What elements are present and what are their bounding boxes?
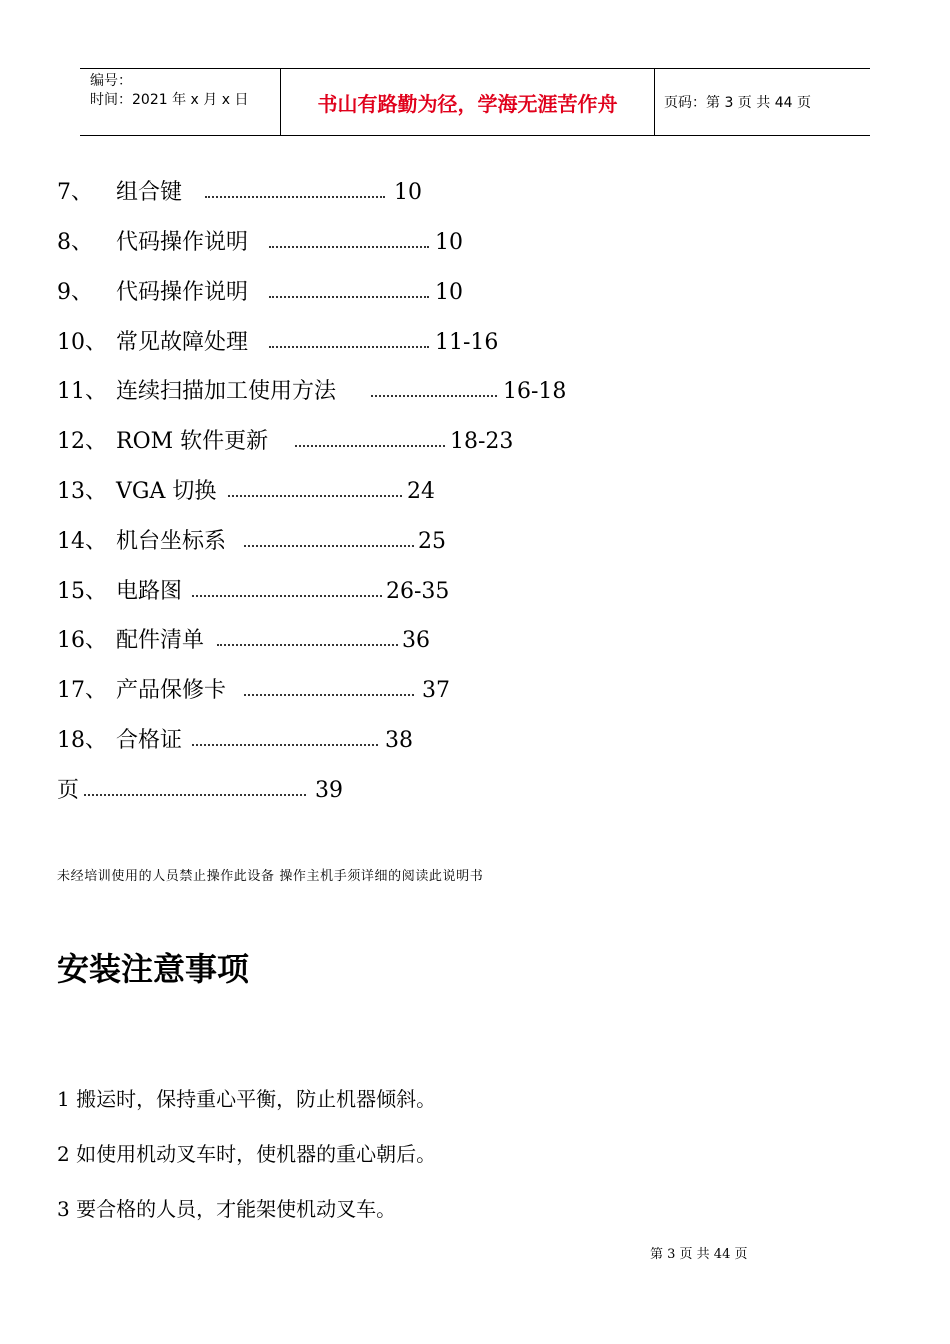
operator-warning: 未经培训使用的人员禁止操作此设备 操作主机手须详细的阅读此说明书: [57, 869, 484, 884]
toc-number: 8、: [57, 230, 93, 255]
toc-page-number: 18-23: [450, 429, 514, 454]
toc-leader-dots: [269, 296, 429, 298]
instruction-paragraph: 1 搬运时，保持重心平衡，防止机器倾斜。: [57, 1087, 437, 1111]
toc-label: 连续扫描加工使用方法: [116, 379, 337, 404]
toc-page-number: 24: [407, 479, 435, 504]
toc-label: 合格证: [116, 728, 183, 753]
toc-page-number: 36: [402, 628, 430, 653]
toc-page-number: 10: [394, 180, 422, 205]
page-header: [80, 68, 870, 136]
header-page-info: 页码：第 3 页 共 44 页: [664, 95, 811, 111]
time-label: 时间：2021 年 x 月 x 日: [90, 92, 249, 108]
toc-number: 12、: [57, 429, 107, 454]
toc-label: 机台坐标系: [116, 529, 227, 554]
toc-number: 7、: [57, 180, 93, 205]
number-label: 编号：: [90, 73, 132, 89]
toc-leader-dots: [244, 545, 414, 547]
toc-leader-dots: [217, 644, 398, 646]
page-footer: 第 3 页 共 44 页: [650, 1247, 748, 1262]
toc-number: 14、: [57, 529, 107, 554]
toc-number: 9、: [57, 280, 93, 305]
toc-leader-dots: [192, 744, 378, 746]
toc-leader-dots: [269, 346, 429, 348]
toc-leader-dots: [84, 794, 306, 796]
toc-number: 15、: [57, 579, 107, 604]
toc-page-number: 10: [435, 280, 463, 305]
toc-page-number: 10: [435, 230, 463, 255]
toc-page-number: 25: [418, 529, 446, 554]
toc-leader-dots: [192, 595, 382, 597]
toc-label: ROM 软件更新: [116, 429, 269, 454]
toc-label: 页: [57, 778, 80, 803]
toc-leader-dots: [269, 246, 429, 248]
toc-leader-dots: [244, 694, 414, 696]
toc-page-number: 11-16: [435, 330, 499, 355]
toc-page-number: 37: [422, 678, 450, 703]
header-page-cell: [655, 69, 870, 135]
toc-page-number: 39: [315, 778, 343, 803]
toc-number: 17、: [57, 678, 107, 703]
toc-leader-dots: [205, 196, 385, 198]
toc-page-number: 26-35: [386, 579, 450, 604]
toc-number: 18、: [57, 728, 107, 753]
toc-label: VGA 切换: [116, 479, 217, 504]
toc-number: 10、: [57, 330, 107, 355]
header-info-cell: [80, 69, 281, 135]
toc-leader-dots: [371, 395, 497, 397]
toc-label: 电路图: [116, 579, 183, 604]
toc-number: 16、: [57, 628, 107, 653]
toc-label: 产品保修卡: [116, 678, 227, 703]
motto-text: 书山有路勤为径，学海无涯苦作舟: [317, 92, 618, 116]
toc-leader-dots: [295, 445, 445, 447]
toc-page-number: 38: [385, 728, 413, 753]
instruction-paragraph: 2 如使用机动叉车时，使机器的重心朝后。: [57, 1142, 437, 1166]
instruction-paragraph: 3 要合格的人员，才能架使机动叉车。: [57, 1197, 397, 1221]
toc-number: 13、: [57, 479, 107, 504]
section-title: 安装注意事项: [57, 950, 250, 988]
toc-page-number: 16-18: [503, 379, 567, 404]
header-motto-cell: [281, 69, 655, 135]
toc-label: 常见故障处理: [116, 330, 249, 355]
toc-label: 组合键: [116, 180, 183, 205]
toc-label: 代码操作说明: [116, 230, 249, 255]
toc-label: 配件清单: [116, 628, 205, 653]
toc-label: 代码操作说明: [116, 280, 249, 305]
toc-leader-dots: [228, 495, 402, 497]
toc-number: 11、: [57, 379, 107, 404]
